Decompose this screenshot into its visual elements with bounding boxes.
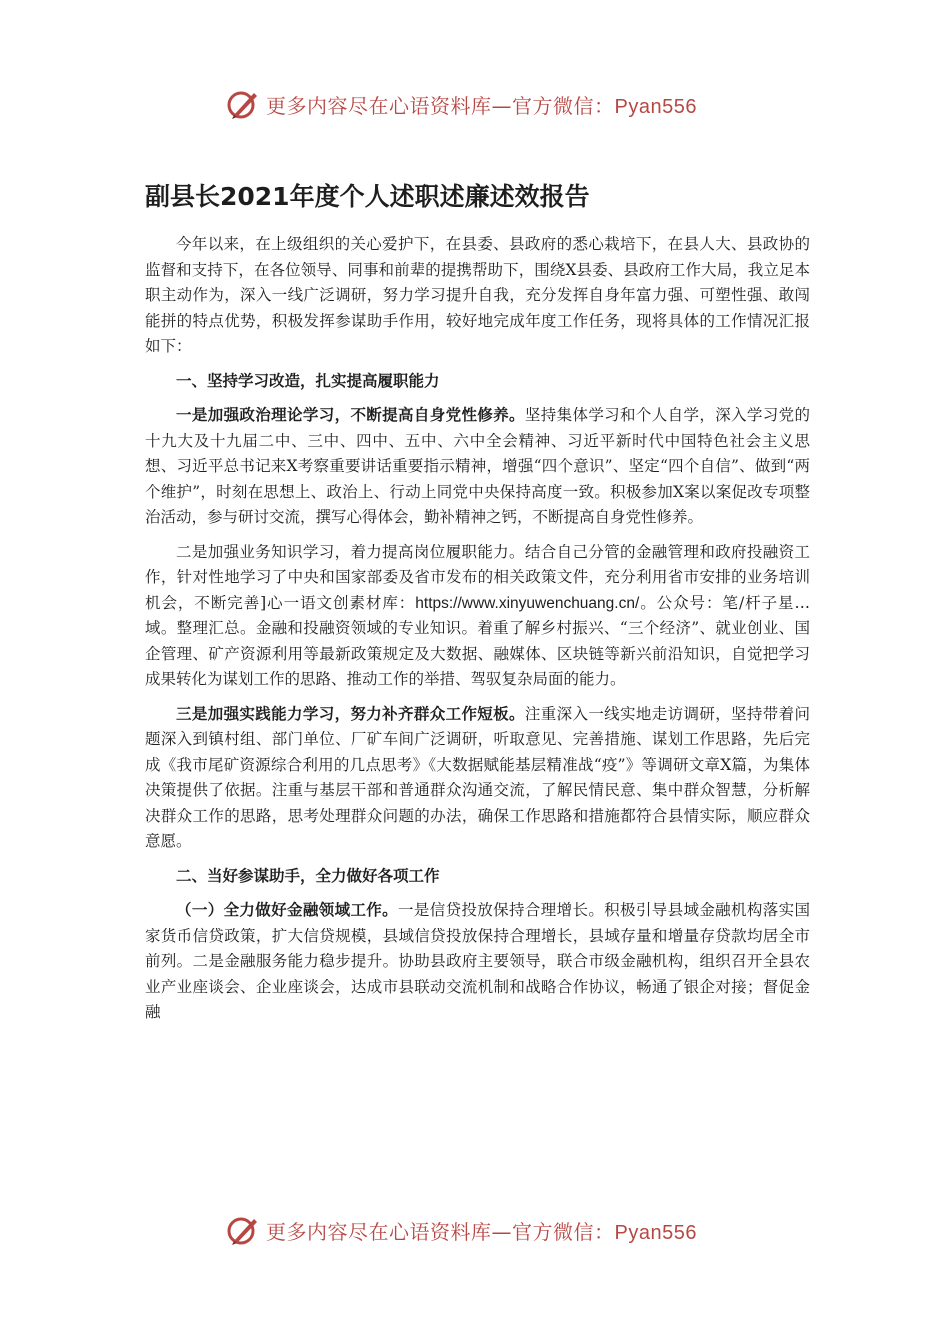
- section2-heading: 二、当好参谋助手，全力做好各项工作: [176, 866, 440, 885]
- section1-p2-text-b: 。公众号：笔/杆子星…域。整理汇总。金融和投融资领域的专业知识。着重了解乡村振兴、“三个经济”、就业创业、国企管理、矿产资源利用等最新政策规定及大数据、融媒体、区块链等新兴前沿知识，自觉把学习成果转化为谋划工作的思路、推动工作的举措、驾驭复杂局面的能力。: [145, 593, 810, 688]
- banner-wechat-id: Pyan556: [614, 1221, 697, 1244]
- section1-paragraph1: [145, 403, 810, 531]
- section1-p2-text-a: 二是加强业务知识学习，着力提高岗位履职能力。结合自己分管的金融管理和政府投融资工作，针对性地学习了中央和国家部委及省市发布的相关政策文件，充分利用省市安排的业务培训机会，不断完善]心一语文创素材库：: [145, 542, 810, 612]
- source-url-text: https://www.xinyuwenchuang.cn/: [415, 594, 640, 612]
- section1-paragraph3: [145, 702, 810, 855]
- intro-paragraph: 今年以来，在上级组织的关心爱护下，在县委、县政府的悉心栽培下，在县人大、县政协的监督和支持下，在各位领导、同事和前辈的提携帮助下，围绕X县委、县政府工作大局，我立足本职主动作为，深入一线广泛调研，努力学习提升自我，充分发挥自身年富力强、可塑性强、敢闯能拼的特点优势，积极发挥参谋助手作用，较好地完成年度工作任务，现将具体的工作情况汇报如下：: [145, 235, 810, 355]
- header-watermark-banner: [226, 84, 746, 124]
- footer-watermark-banner: [226, 1210, 746, 1250]
- banner-text: 更多内容尽在心语资料库—官方微信：: [266, 93, 615, 118]
- section2-p1-body: 一是信贷投放保持合理增长。积极引导县域金融机构落实国家货币信贷政策，扩大信贷规模，县域信贷投放保持合理增长，县域存量和增量存贷款均居全市前列。二是金融服务能力稳步提升。协助县政府主要领导，联合市级金融机构，组织召开全县农业产业座谈会、企业座谈会，达成市县联动交流机制和战略合作协议，畅通了银企对接；督促金融: [145, 901, 810, 1021]
- banner-text: 更多内容尽在心语资料库—官方微信：: [266, 1219, 615, 1244]
- section1-paragraph2: [145, 540, 810, 693]
- section1-p1-body: 坚持集体学习和个人自学，深入学习党的十九大及十九届二中、三中、四中、五中、六中全会精神、习近平新时代中国特色社会主义思想、习近平总书记来X考察重要讲话重要指示精神，增强“四个意识”、坚定“四个自信”、做到“两个维护”，时刻在思想上、政治上、行动上同党中央保持高度一致。积极参加X案以案促改专项整治活动，参与研讨交流，撰写心得体会，勤补精神之钙，不断提高自身党性修养。: [145, 406, 810, 526]
- banner-wechat-id: Pyan556: [614, 95, 697, 118]
- section1-p3-lead: 三是加强实践能力学习，努力补齐群众工作短板。: [176, 704, 525, 723]
- pen-logo-icon: [226, 87, 260, 121]
- document-body: [145, 232, 810, 1035]
- section1-heading: 一、坚持学习改造，扎实提高履职能力: [176, 371, 440, 390]
- document-title: 副县长2021年度个人述职述廉述效报告: [145, 182, 590, 211]
- section1-p3-body: 注重深入一线实地走访调研，坚持带着问题深入到镇村组、部门单位、厂矿车间广泛调研，听取意见、完善措施、谋划工作思路，先后完成《我市尾矿资源综合利用的几点思考》《大数据赋能基层精准战“疫”》等调研文章X篇，为集体决策提供了依据。注重与基层干部和普通群众沟通交流，了解民情民意、集中群众智慧，分析解决群众工作的思路，思考处理群众问题的办法，确保工作思路和措施都符合县情实际，顺应群众意愿。: [145, 704, 810, 850]
- pen-logo-icon: [226, 1213, 260, 1247]
- section1-p1-lead: 一是加强政治理论学习，不断提高自身党性修养。: [176, 406, 525, 424]
- section2-paragraph1: [145, 898, 810, 1026]
- section2-p1-lead: （一）全力做好金融领域工作。: [176, 901, 399, 919]
